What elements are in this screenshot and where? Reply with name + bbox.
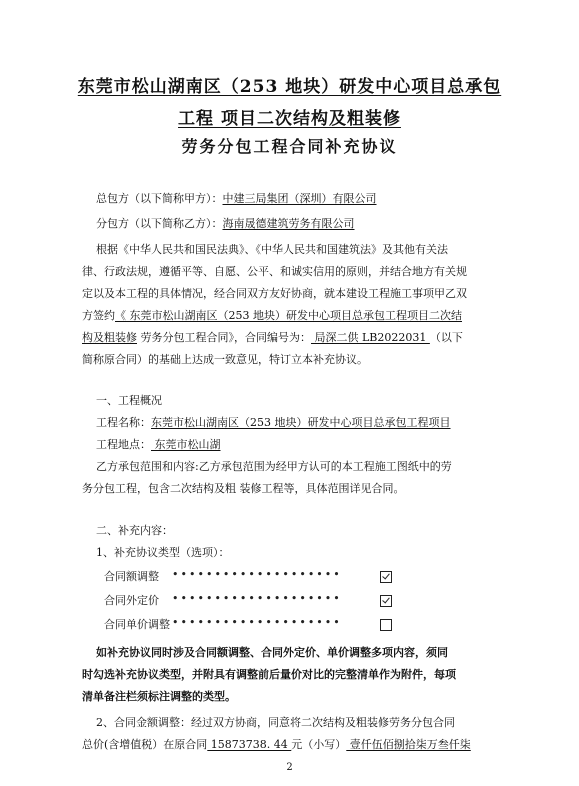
party-a-label: 总包方（以下简称甲方）： (96, 192, 223, 205)
option-contract-amount (104, 568, 404, 588)
option-checkbox[interactable] (380, 571, 392, 583)
project-name-label: 工程名称： (96, 416, 151, 429)
option-extra-pricing (104, 592, 404, 612)
note-line-2: 时勾选补充协议类型，并附具有调整前后量价对比的完整清单作为附件，每项 (82, 668, 456, 681)
amount-paragraph (82, 712, 502, 756)
section-1 (82, 390, 502, 500)
contract-code: 局深二供 LB2022031 (311, 331, 430, 344)
note-paragraph (82, 642, 502, 708)
scope-line-2: 务分包工程，包含二次结构及粗 装修工程等，具体范围详见合同。 (82, 482, 405, 495)
section-2-heading: 二、补充内容： (96, 524, 173, 537)
dot-leader: •••••••••••••••••••• (172, 592, 342, 605)
title-line-3: 劳务分包工程合同补充协议 (181, 137, 398, 156)
amount-line-1: 2、合同金额调整：经过双方协商，同意将二次结构及粗装修劳务分包合同 (96, 716, 455, 729)
note-line-3: 清单备注栏须标注调整的类型。 (82, 690, 236, 703)
amount-chinese: 壹仟伍佰捌拾柒万叁仟柒 (346, 738, 471, 751)
project-location-label: 工程地点： (96, 438, 151, 451)
option-label: 合同外定价 (104, 594, 159, 607)
preamble-line-4-pre: 方签约 (82, 309, 115, 322)
preamble-paragraph (82, 239, 502, 371)
amount-number: 15873738. 44 (207, 738, 292, 751)
preamble-line-3: 定以及本工程的具体情况，经合同双方友好协商，就本建设工程施工事项甲乙双 (82, 287, 467, 300)
preamble-line-1: 根据《中华人民共和国民法典》、《中华人民共和国建筑法》及其他有关法 (96, 243, 448, 256)
note-line-1: 如补充协议同时涉及合同额调整、合同外定价、单价调整多项内容，须同 (96, 646, 448, 659)
party-b-line (82, 213, 502, 235)
page-number: 2 (286, 762, 293, 773)
party-b-label: 分包方（以下简称乙方）： (96, 217, 223, 230)
original-contract-title: 《 东莞市松山湖南区（253 地块）研发中心项目总承包工程项目二次结 (115, 309, 462, 322)
title-line-1: 东莞市松山湖南区（253 地块）研发中心项目总承包 (77, 77, 502, 97)
project-name-value: 东莞市松山湖南区（253 地块）研发中心项目总承包工程项目 (151, 416, 451, 429)
preamble-line-5-post: （以下 (429, 331, 463, 344)
preamble-line-5-mid: 劳务分包工程合同》，合同编号为： (137, 331, 311, 344)
preamble-line-6: 简称原合同）的基础上达成一致意见，特订立本补充协议。 (82, 353, 368, 366)
dot-leader: •••••••••••••••••••• (172, 568, 342, 581)
section-2-heading-line (82, 520, 502, 542)
section-2-subheading: 1、补充协议类型（选项）： (96, 546, 230, 559)
option-label: 合同额调整 (104, 570, 159, 583)
original-contract-title-cont: 构及粗装修 (82, 331, 137, 344)
option-label: 合同单价调整 (104, 618, 170, 631)
amount-mid: 元（小写） (291, 738, 347, 751)
title-line-2: 工程 项目二次结构及粗装修 (178, 109, 401, 129)
party-a-line (82, 188, 502, 210)
option-checkbox[interactable] (380, 619, 392, 631)
option-checkbox[interactable] (380, 595, 392, 607)
party-b-value: 海南晟德建筑劳务有限公司 (222, 217, 355, 230)
amount-pre: 总价(含增值税）在原合同 (82, 738, 208, 751)
project-location-value: 东莞市松山湖 (151, 438, 221, 451)
party-a-value: 中建三局集团（深圳）有限公司 (222, 192, 377, 205)
preamble-line-2: 律、行政法规，遵循平等、自愿、公平、和诚实信用的原则，并结合地方有关规 (82, 265, 467, 278)
dot-leader: •••••••••••••••••••• (172, 616, 342, 629)
option-unit-price (104, 616, 404, 636)
section-1-heading: 一、工程概况 (96, 394, 162, 407)
scope-line-1: 乙方承包范围和内容:乙方承包范围为经甲方认可的本工程施工图纸中的劳 (96, 460, 452, 473)
section-2-subheading-line (82, 542, 502, 564)
